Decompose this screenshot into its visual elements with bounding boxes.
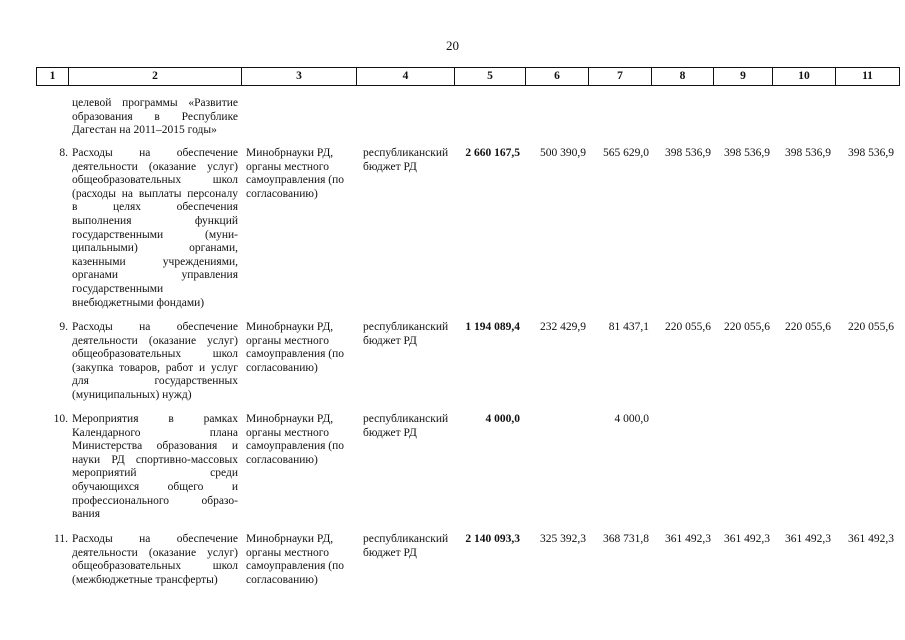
executor-line: Минобрнауки РД, bbox=[246, 147, 334, 159]
year-value: 500 390,9 bbox=[540, 147, 586, 159]
name-line: Министерства образования и bbox=[72, 440, 238, 453]
source-line: республиканский bbox=[363, 533, 449, 545]
total-value: 4 000,0 bbox=[485, 413, 520, 425]
executor-line: согласованию) bbox=[246, 453, 318, 466]
executor-line: согласованию) bbox=[246, 187, 318, 200]
continuation-name bbox=[72, 97, 238, 138]
name-line: в целях обеспечения bbox=[72, 201, 238, 214]
total-value: 2 660 167,5 bbox=[465, 147, 520, 159]
column-header-4: 4 bbox=[356, 67, 454, 85]
year-value: 220 055,6 bbox=[724, 321, 770, 333]
column-header-5: 5 bbox=[454, 67, 525, 85]
row-name bbox=[72, 533, 238, 587]
executor-line: органы местного bbox=[246, 426, 329, 439]
column-header-11: 11 bbox=[835, 67, 900, 85]
name-line: органами управления bbox=[72, 269, 238, 282]
name-line: деятельности (оказание услуг) bbox=[72, 334, 238, 347]
executor bbox=[246, 147, 358, 201]
name-line: общеобразовательных школ bbox=[72, 348, 238, 361]
name-line: целевой программы «Развитие bbox=[72, 97, 238, 109]
source-line: бюджет РД bbox=[363, 334, 417, 347]
row-name bbox=[72, 413, 238, 522]
year-value: 398 536,9 bbox=[724, 147, 770, 159]
executor-line: Минобрнауки РД, bbox=[246, 413, 334, 425]
year-value: 220 055,6 bbox=[848, 321, 894, 333]
total-value: 1 194 089,4 bbox=[465, 321, 520, 333]
source-line: республиканский bbox=[363, 321, 449, 333]
executor-line: органы местного bbox=[246, 160, 329, 173]
column-header-7: 7 bbox=[588, 67, 651, 85]
source-line: республиканский bbox=[363, 413, 449, 425]
executor-line: самоуправления (по bbox=[246, 440, 345, 453]
executor-line: органы местного bbox=[246, 546, 329, 559]
column-header-8: 8 bbox=[651, 67, 713, 85]
row-number: 8. bbox=[59, 147, 68, 159]
executor bbox=[246, 533, 358, 587]
table-header-row bbox=[36, 67, 900, 86]
name-line: образования в Республике bbox=[72, 110, 238, 123]
column-header-3: 3 bbox=[241, 67, 356, 85]
name-line: мероприятий среди bbox=[72, 467, 238, 480]
row-number: 10. bbox=[53, 413, 68, 425]
executor-line: самоуправления (по bbox=[246, 174, 345, 187]
column-header-6: 6 bbox=[525, 67, 588, 85]
row-number: 11. bbox=[54, 533, 68, 545]
row-number: 9. bbox=[59, 321, 68, 333]
name-line: (закупка товаров, работ и услуг bbox=[72, 361, 238, 374]
executor-line: Минобрнауки РД, bbox=[246, 533, 334, 545]
executor bbox=[246, 321, 358, 375]
name-line: Календарного плана bbox=[72, 426, 238, 439]
name-line: (муниципальных) нужд) bbox=[72, 388, 192, 401]
year-value: 361 492,3 bbox=[785, 533, 831, 545]
executor bbox=[246, 413, 358, 467]
name-line: профессионального образо- bbox=[72, 494, 238, 507]
total-value: 2 140 093,3 bbox=[465, 533, 520, 545]
name-line: вания bbox=[72, 508, 100, 521]
year-value: 325 392,3 bbox=[540, 533, 586, 545]
name-line: внебюджетными фондами) bbox=[72, 296, 205, 309]
source-line: бюджет РД bbox=[363, 426, 417, 439]
name-line: деятельности (оказание услуг) bbox=[72, 160, 238, 173]
year-value: 361 492,3 bbox=[665, 533, 711, 545]
name-line: науки РД спортивно-массовых bbox=[72, 453, 238, 466]
year-value: 220 055,6 bbox=[785, 321, 831, 333]
funding-source bbox=[363, 321, 459, 348]
year-value: 398 536,9 bbox=[848, 147, 894, 159]
name-line: для государственных bbox=[72, 375, 238, 388]
year-value: 220 055,6 bbox=[665, 321, 711, 333]
year-value: 232 429,9 bbox=[540, 321, 586, 333]
executor-line: самоуправления (по bbox=[246, 560, 345, 573]
year-value: 361 492,3 bbox=[848, 533, 894, 545]
name-line: Расходы на обеспечение bbox=[72, 533, 238, 545]
year-value: 368 731,8 bbox=[603, 533, 649, 545]
name-line: общеобразовательных школ bbox=[72, 560, 238, 573]
name-line: Расходы на обеспечение bbox=[72, 321, 238, 333]
row-name bbox=[72, 147, 238, 310]
year-value: 81 437,1 bbox=[608, 321, 649, 333]
executor-line: согласованию) bbox=[246, 361, 318, 374]
name-line: Расходы на обеспечение bbox=[72, 147, 238, 159]
column-header-9: 9 bbox=[713, 67, 772, 85]
name-line: Мероприятия в рамках bbox=[72, 413, 238, 425]
page-number: 20 bbox=[446, 38, 459, 53]
funding-source bbox=[363, 533, 459, 560]
name-line: обучающихся общего и bbox=[72, 480, 238, 493]
name-line: государственными bbox=[72, 282, 164, 295]
year-value: 565 629,0 bbox=[603, 147, 649, 159]
column-header-1: 1 bbox=[36, 67, 68, 85]
executor-line: самоуправления (по bbox=[246, 348, 345, 361]
name-line: казенными учреждениями, bbox=[72, 255, 238, 268]
source-line: бюджет РД bbox=[363, 160, 417, 173]
funding-source bbox=[363, 147, 459, 174]
year-value: 4 000,0 bbox=[614, 413, 649, 425]
name-line: выполнения функций bbox=[72, 214, 238, 227]
name-line: общеобразовательных школ bbox=[72, 174, 238, 187]
row-name bbox=[72, 321, 238, 403]
column-header-10: 10 bbox=[772, 67, 835, 85]
column-header-2: 2 bbox=[68, 67, 241, 85]
executor-line: органы местного bbox=[246, 334, 329, 347]
year-value: 398 536,9 bbox=[785, 147, 831, 159]
name-line: деятельности (оказание услуг) bbox=[72, 546, 238, 559]
name-line: ципальными) органами, bbox=[72, 242, 238, 255]
name-line: Дагестан на 2011–2015 годы» bbox=[72, 124, 217, 137]
source-line: бюджет РД bbox=[363, 546, 417, 559]
executor-line: согласованию) bbox=[246, 573, 318, 586]
executor-line: Минобрнауки РД, bbox=[246, 321, 334, 333]
funding-source bbox=[363, 413, 459, 440]
name-line: государственными (муни- bbox=[72, 228, 238, 241]
name-line: (расходы на выплаты персоналу bbox=[72, 187, 238, 200]
source-line: республиканский bbox=[363, 147, 449, 159]
name-line: (межбюджетные трансферты) bbox=[72, 573, 218, 586]
year-value: 398 536,9 bbox=[665, 147, 711, 159]
year-value: 361 492,3 bbox=[724, 533, 770, 545]
